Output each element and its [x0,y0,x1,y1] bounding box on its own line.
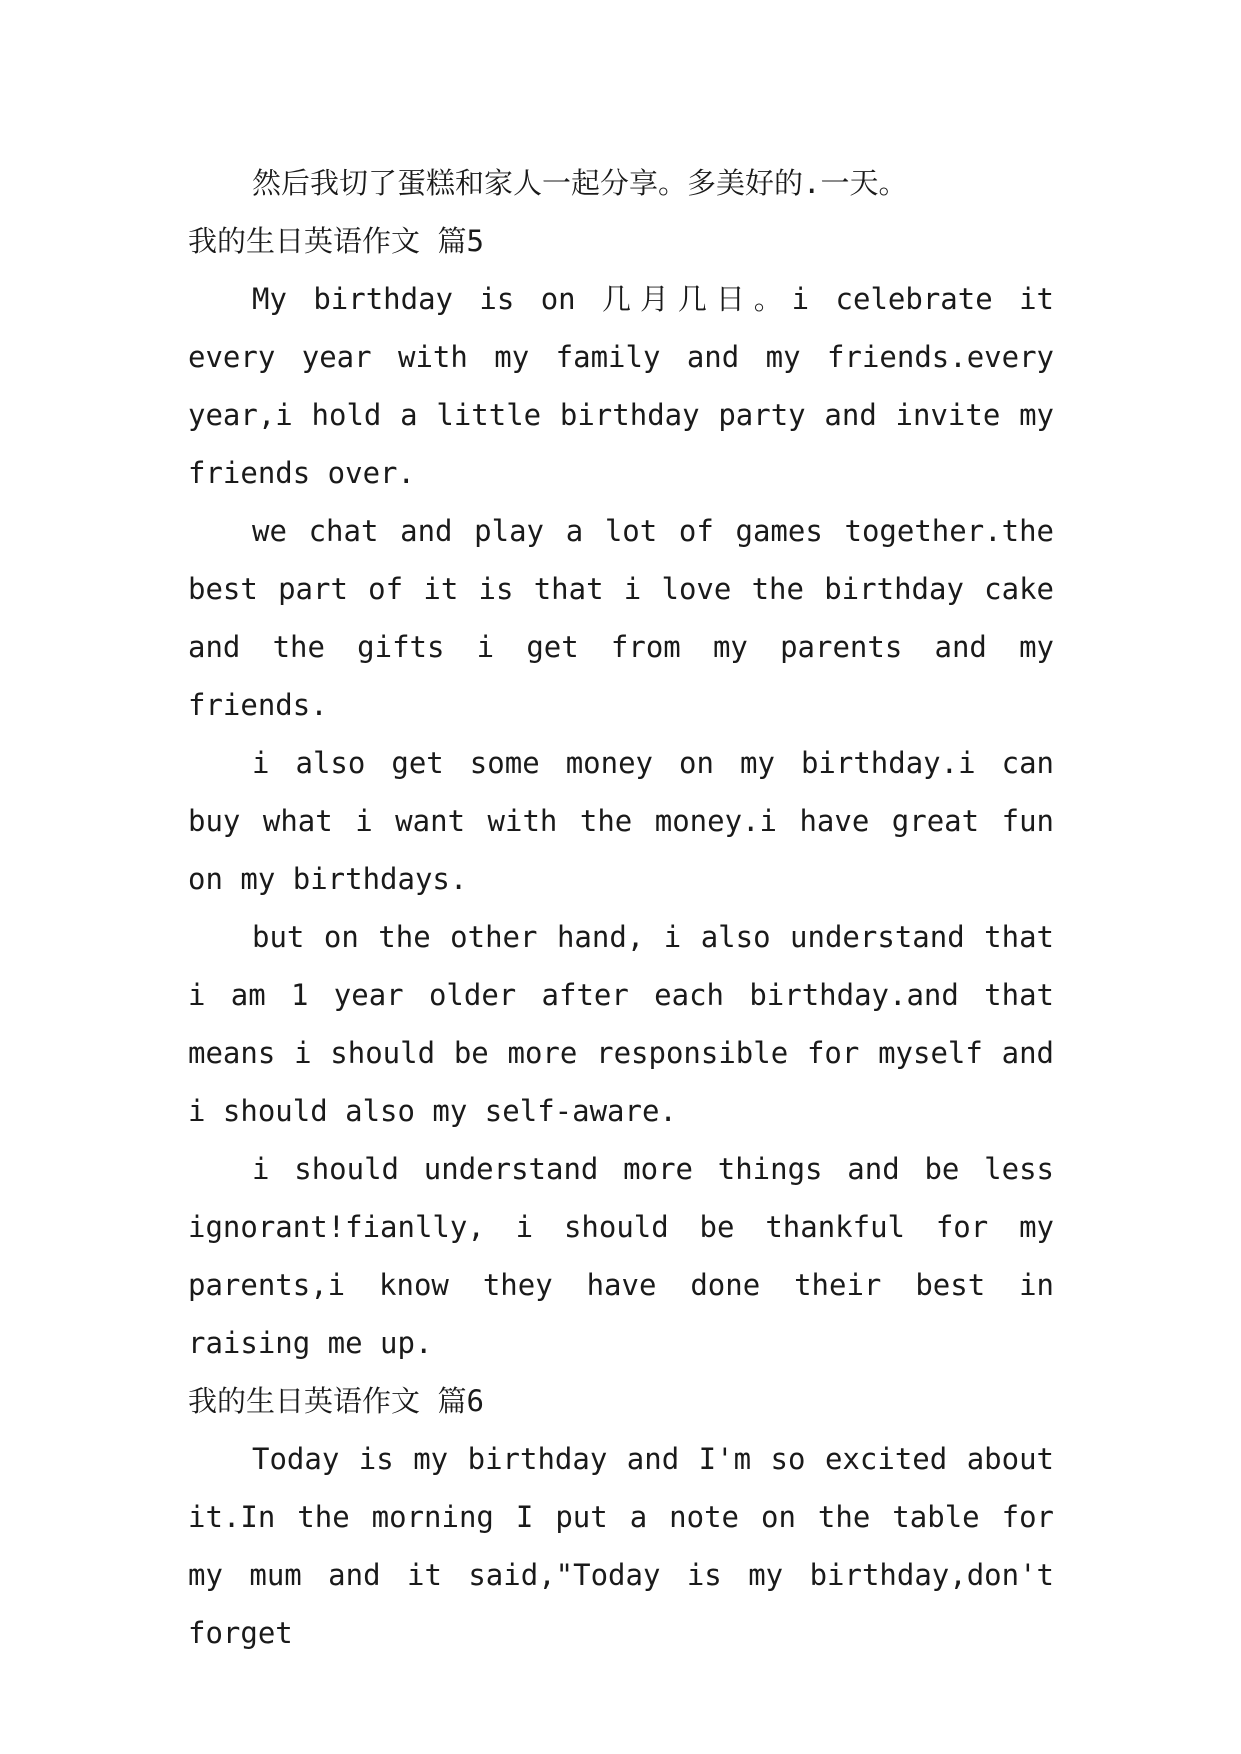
section-heading-5: 我的生日英语作文 篇5 [188,224,484,258]
paragraph-intro: 然后我切了蛋糕和家人一起分享。多美好的.一天。 [252,166,908,200]
section-heading-6: 我的生日英语作文 篇6 [188,1384,484,1418]
document-page [188,154,1054,1662]
paragraph-5-4: but on the other hand, i also understand that i am 1 year older after each birthday.and that means i should be more responsible for myself and i should also my self-aware. [188,920,1054,1128]
paragraph-5-5: i should understand more things and be less ignorant!fianlly, i should be thankful for my parents,i know they have done their best in raising me up. [188,1152,1054,1360]
paragraph-5-3: i also get some money on my birthday.i can buy what i want with the money.i have great fun on my birthdays. [188,746,1054,896]
paragraph-5-1: My birthday is on 几月几日。i celebrate it every year with my family and my friends.every year,i hold a little birthday party and invite my friends over. [188,282,1054,490]
paragraph-5-2: we chat and play a lot of games together.the best part of it is that i love the birthday cake and the gifts i get from my parents and my friends. [188,514,1054,722]
paragraph-6-1: Today is my birthday and I'm so excited about it.In the morning I put a note on the table for my mum and it said,"Today is my birthday,don't forget [188,1442,1054,1650]
